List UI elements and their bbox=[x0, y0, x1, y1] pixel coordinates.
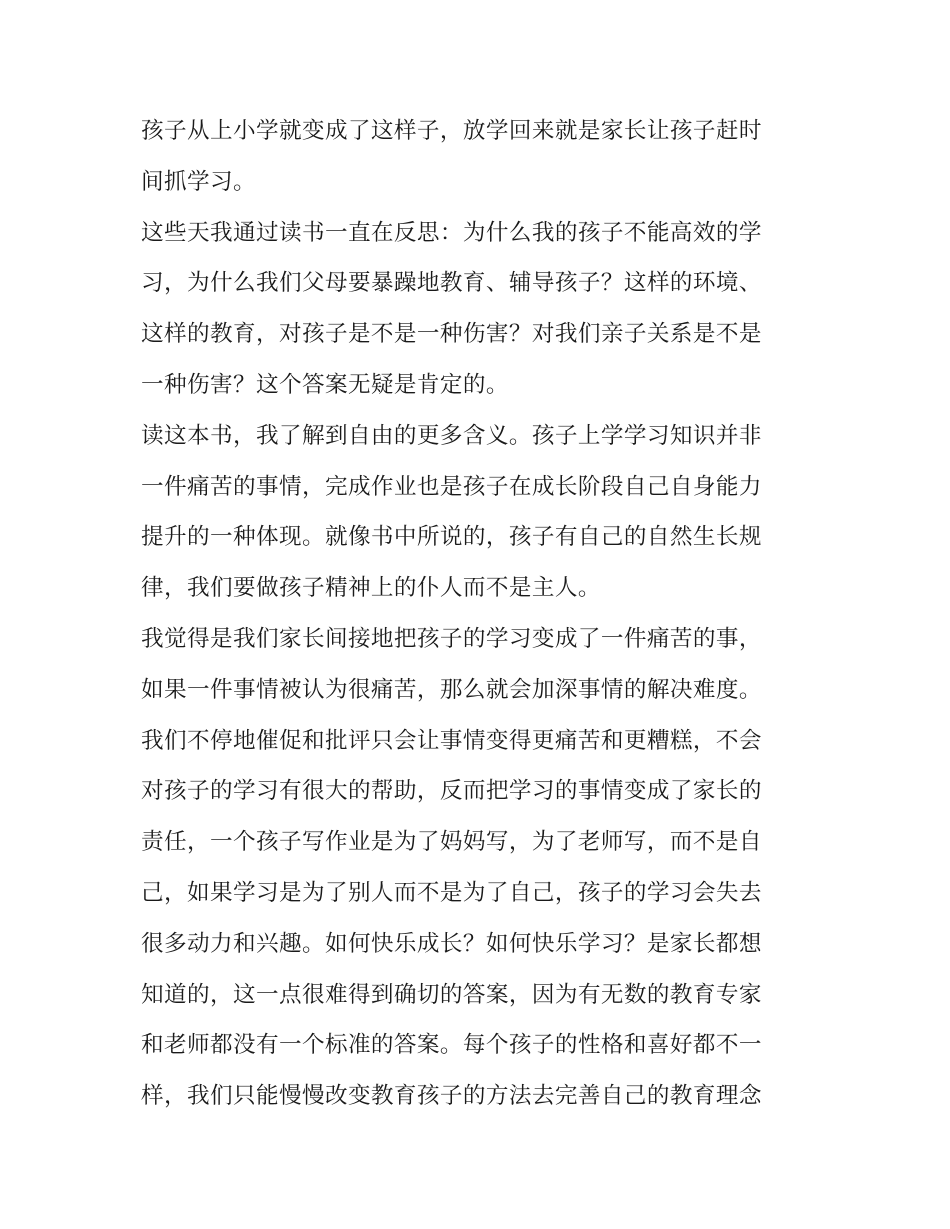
text-line: 和老师都没有一个标准的答案。每个孩子的性格和喜好都不一 bbox=[141, 1032, 762, 1059]
text-line: 律，我们要做孩子精神上的仆人而不是主人。 bbox=[141, 575, 601, 602]
text-line: 读这本书，我了解到自由的更多含义。孩子上学学习知识并非 bbox=[141, 422, 762, 449]
text-line: 这些天我通过读书一直在反思：为什么我的孩子不能高效的学 bbox=[141, 219, 762, 246]
text-line: 我觉得是我们家长间接地把孩子的学习变成了一件痛苦的事， bbox=[141, 625, 762, 652]
text-line: 对孩子的学习有很大的帮助，反而把学习的事情变成了家长的 bbox=[141, 778, 762, 805]
text-line: 己，如果学习是为了别人而不是为了自己，孩子的学习会失去 bbox=[141, 879, 762, 906]
text-line: 知道的，这一点很难得到确切的答案，因为有无数的教育专家 bbox=[141, 981, 762, 1008]
text-line: 提升的一种体现。就像书中所说的，孩子有自己的自然生长规 bbox=[141, 524, 762, 551]
text-line: 习，为什么我们父母要暴躁地教育、辅导孩子？这样的环境、 bbox=[141, 270, 762, 297]
text-line: 一种伤害？这个答案无疑是肯定的。 bbox=[141, 371, 509, 398]
text-line: 样，我们只能慢慢改变教育孩子的方法去完善自己的教育理念 bbox=[141, 1083, 762, 1110]
text-line: 间抓学习。 bbox=[141, 168, 256, 195]
body-text bbox=[141, 106, 813, 1122]
text-line: 很多动力和兴趣。如何快乐成长？如何快乐学习？是家长都想 bbox=[141, 930, 762, 957]
text-line: 如果一件事情被认为很痛苦，那么就会加深事情的解决难度。 bbox=[141, 676, 762, 703]
text-line: 一件痛苦的事情，完成作业也是孩子在成长阶段自己自身能力 bbox=[141, 473, 762, 500]
text-line: 责任，一个孩子写作业是为了妈妈写，为了老师写，而不是自 bbox=[141, 829, 762, 856]
text-line: 这样的教育，对孩子是不是一种伤害？对我们亲子关系是不是 bbox=[141, 321, 762, 348]
text-line: 孩子从上小学就变成了这样子，放学回来就是家长让孩子赶时 bbox=[141, 118, 762, 144]
text-line: 我们不停地催促和批评只会让事情变得更痛苦和更糟糕，不会 bbox=[141, 727, 762, 754]
